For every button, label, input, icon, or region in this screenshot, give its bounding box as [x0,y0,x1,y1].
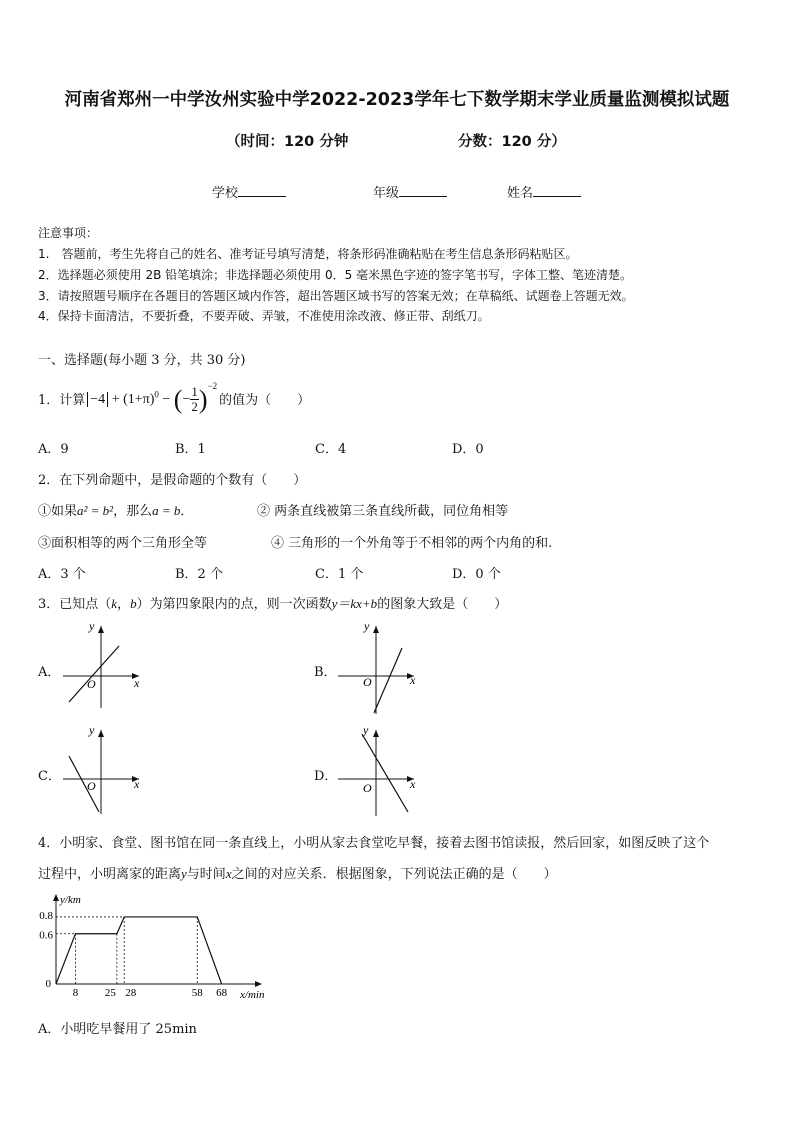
q3-stem [38,593,507,612]
question-1 [38,380,310,416]
school-field [212,182,286,201]
q3-graph-a [55,618,165,713]
x-tick-label: 8 [72,987,79,999]
q3-b: b [130,596,137,611]
q3-option-c[interactable]: C． [38,769,61,784]
y-arrow-icon [373,626,379,633]
function-line [69,646,119,702]
x-tick-label: 28 [125,987,137,999]
q4-option-a[interactable]: A．小明吃早餐用了 25min [38,1022,197,1037]
x-tick-label: 58 [191,987,203,999]
axis-y-label: y [364,619,370,633]
y-tick-label: 0.8 [39,909,53,922]
q4-text2: 与时间 [186,867,226,882]
axis-x-label: x [134,777,140,791]
note-item: 1. 答题前，考生先将自己的姓名、准考证号填写清楚，将条形码准确粘贴在考生信息条形码粘贴区。 [38,247,578,261]
exam-score: 分数：120 分） [458,134,566,150]
q2-p1-text3: ． [180,504,194,519]
q1-prefix: 1．计算 [38,392,86,408]
q2-p1-text: ①如果 [38,504,78,519]
q1-option-b[interactable]: B．1 [175,442,206,457]
note-item: 3．请按照题号顺序在各题目的答题区域内作答，超出答题区域书写的答案无效；在草稿纸、试题卷上答题无效。 [38,289,634,303]
q2-option-c[interactable]: C．1 个 [315,567,364,582]
axis-y-label: y [89,619,95,633]
y-axis-label: y/km [60,894,81,906]
q3-k: k [111,596,118,611]
axis-x-label: x [410,673,416,687]
q3-option-a[interactable]: A． [38,665,61,680]
axis-y-label: y [89,723,95,737]
y-arrow-icon [98,730,104,737]
y-tick-label: 0.6 [39,929,53,942]
q2-proposition-2: ② 两条直线被第三条直线所截，同位角相等 [257,504,509,519]
x-axis-label: x/min [240,989,265,1001]
q3-graph-b [330,618,440,718]
q3-function: y＝kx+b [331,596,378,611]
q2-p1-math2: a = b [152,503,181,518]
q1-minus: − [162,392,171,408]
origin-label: O [363,781,372,795]
school-label: 学校 [212,186,239,201]
q1-exp0: 0 [154,389,159,400]
q1-den: 2 [191,399,198,415]
grade-blank[interactable] [399,184,447,197]
axis-x-label: x [410,777,416,791]
q1-suffix: 的值为（ ） [219,392,311,408]
q1-option-d[interactable]: D．0 [452,442,484,457]
q1-exp: −2 [207,381,218,392]
axis-y-label: y [363,723,369,737]
q3-comma: ， [117,597,131,612]
grade-field [373,182,447,201]
q1-math: $-4 + (1+\pi)^0$ − (− $\frac{1}{2}$ )$^{-2}$ [87,381,217,415]
q2-option-d[interactable]: D．0 个 [452,567,501,582]
q4-line-1: 4．小明家、食堂、图书馆在同一条直线上，小明从家去食堂吃早餐，接着去图书馆读报，然后回家，如图反映了这个 [38,836,710,851]
grade-label: 年级 [373,186,400,201]
note-item: 2．选择题必须使用 2B 铅笔填涂；非选择题必须使用 0．5 毫米黑色字迹的签字笔书写，字体工整、笔迹清楚。 [38,268,633,282]
q1-option-a[interactable]: A．9 [38,442,69,457]
q3-option-b[interactable]: B． [314,665,337,680]
q3-text: 3．已知点（ [38,597,112,612]
q1-fraction [190,385,199,414]
q1-option-c[interactable]: C．4 [315,442,347,457]
q3-option-d[interactable]: D． [314,769,338,784]
q1-num: 1 [191,384,198,400]
q1-abs: −4 [87,392,108,407]
chart-origin-label: 0 [45,978,51,990]
q2-p1-text2: ，那么 [113,504,153,519]
name-field [507,182,581,201]
q2-option-a[interactable]: A．3 个 [38,567,86,582]
q3-graph-c [55,722,165,817]
q2-proposition-1 [38,500,193,519]
q2-stem: 2．在下列命题中，是假命题的个数有（ ） [38,473,307,488]
axis-x-label: x [134,676,140,690]
q2-option-b[interactable]: B．2 个 [175,567,223,582]
q4-text3: 之间的对应关系．根据图象，下列说法正确的是（ ） [231,867,557,882]
name-blank[interactable] [533,184,581,197]
q3-text3: 的图象大致是（ ） [377,597,508,612]
origin-label: O [363,675,372,689]
q3-graph-d [330,722,440,822]
notes-heading: 注意事项： [38,226,99,240]
chart-background [36,892,268,1004]
y-arrow-icon [98,626,104,633]
school-blank[interactable] [238,184,286,197]
x-tick-label: 68 [216,987,228,999]
name-label: 姓名 [507,186,534,201]
function-line [362,734,408,812]
q4-text: 过程中，小明离家的距离 [38,867,182,882]
origin-label: O [87,779,96,793]
q2-proposition-3: ③面积相等的两个三角形全等 [38,536,208,551]
q4-line-2 [38,863,557,882]
q1-paren: (1+π) [123,392,155,408]
x-tick-label: 25 [104,987,116,999]
q2-p1-math: a² = b² [77,503,114,518]
q4-y: y [181,866,187,881]
section-heading: 一、选择题(每小题 3 分，共 30 分) [38,353,246,368]
q3-text2: ）为第四象限内的点，则一次函数 [136,597,332,612]
origin-label: O [87,677,96,691]
note-item: 4．保持卡面清洁，不要折叠，不要弄破、弄皱，不准使用涂改液、修正带、刮纸刀。 [38,309,490,323]
exam-time: （时间：120 分钟 [226,134,349,150]
q4-x: x [225,866,232,881]
y-arrow-icon [373,730,379,737]
q4-distance-time-chart [36,892,268,1004]
exam-title: 河南省郑州一中学汝州实验中学2022-2023学年七下数学期末学业质量监测模拟试题 [64,90,730,110]
q2-proposition-4: ④ 三角形的一个外角等于不相邻的两个内角的和. [271,536,553,551]
function-line [374,648,402,713]
